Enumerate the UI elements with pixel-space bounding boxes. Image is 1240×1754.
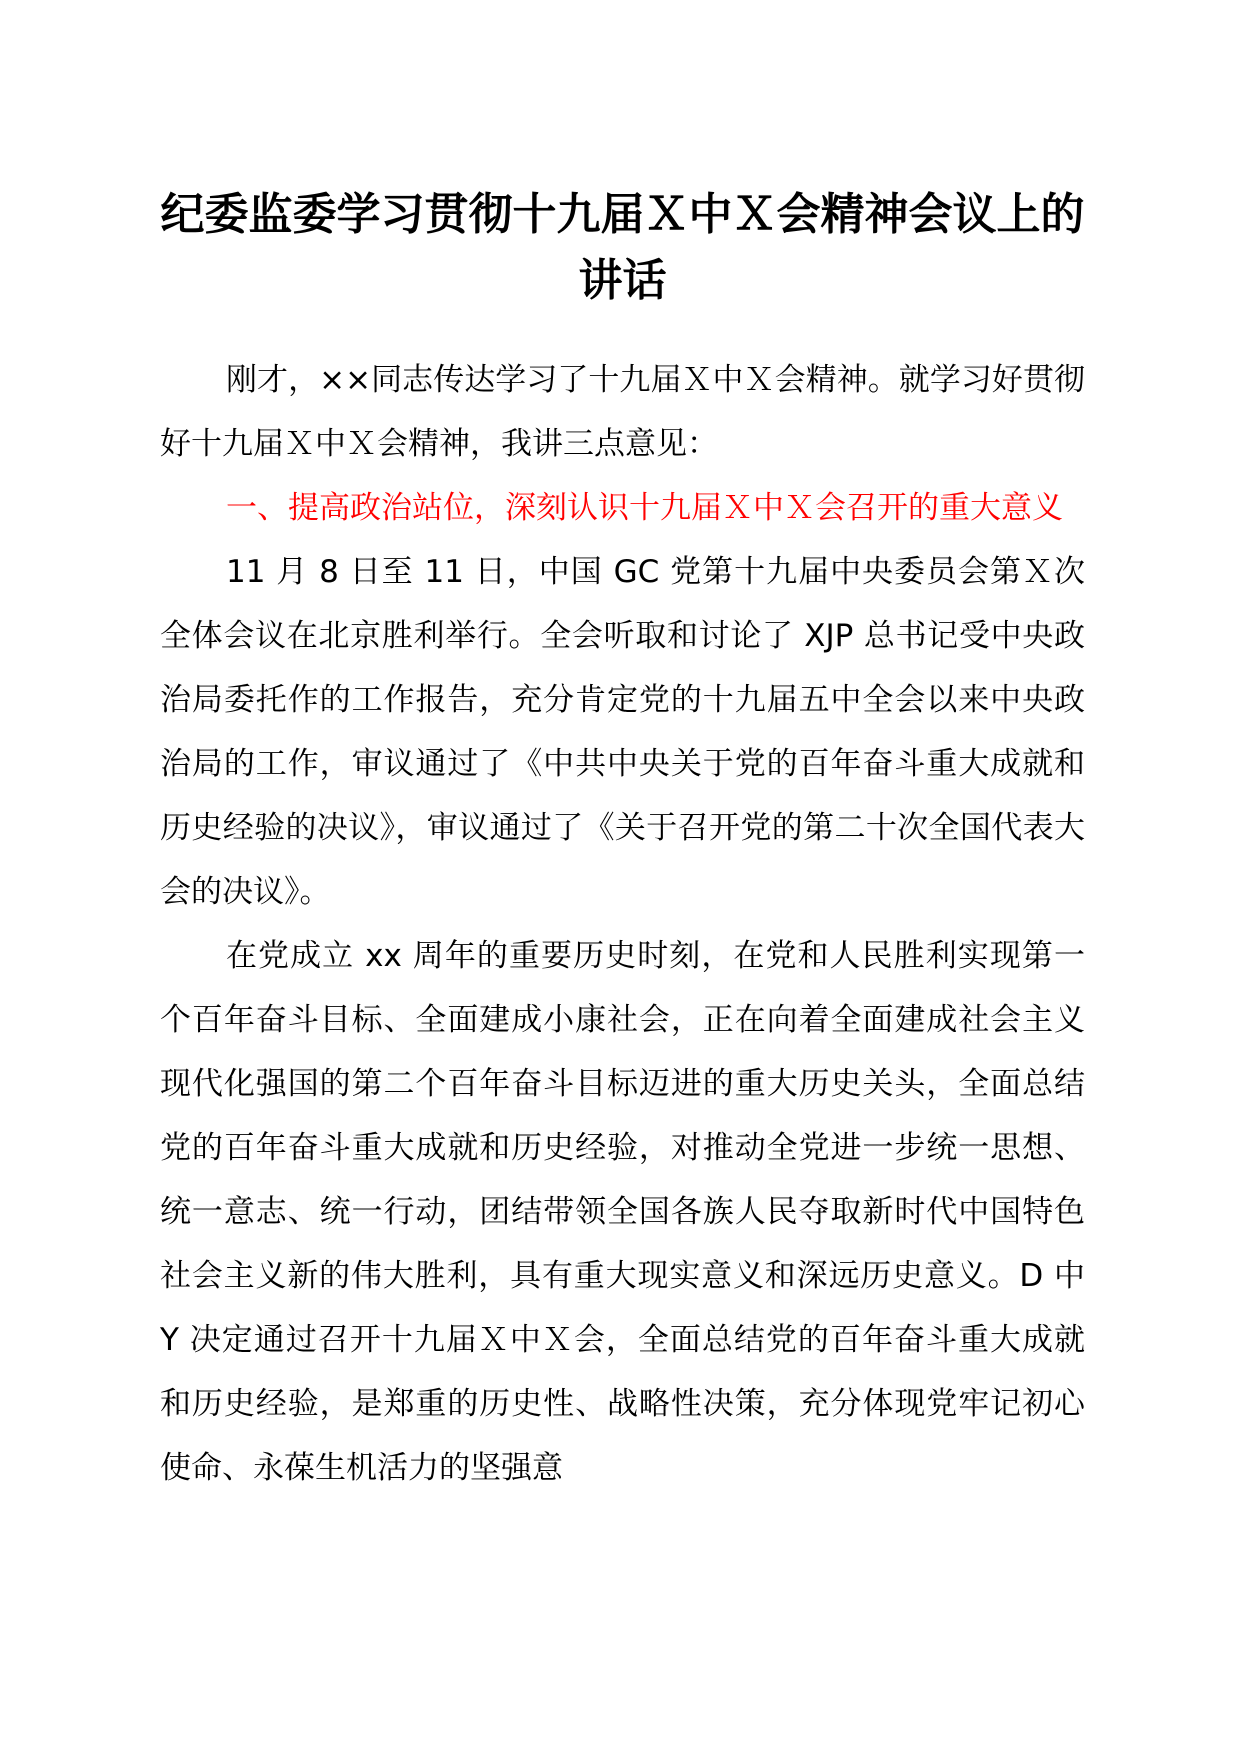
document-body (160, 348, 1085, 1500)
body-paragraph-2: 在党成立 xx 周年的重要历史时刻，在党和人民胜利实现第一个百年奋斗目标、全面建成小康社会，正在向着全面建成社会主义现代化强国的第二个百年奋斗目标迈进的重大历史关头，全面总结党的百年奋斗重大成就和历史经验，对推动全党进一步统一思想、统一意志、统一行动，团结带领全国各族人民夺取新时代中国特色社会主义新的伟大胜利，具有重大现实意义和深远历史意义。D 中 Y 决定通过召开十九届Ｘ中Ｘ会，全面总结党的百年奋斗重大成就和历史经验，是郑重的历史性、战略性决策，充分体现党牢记初心使命、永葆生机活力的坚强意 (160, 938, 1085, 1486)
body-paragraph-1: 11 月 8 日至 11 日，中国 GC 党第十九届中央委员会第Ｘ次全体会议在北京胜利举行。全会听取和讨论了 XJP 总书记受中央政治局委托作的工作报告，充分肯定党的十九届五中全会以来中央政治局的工作，审议通过了《中共中央关于党的百年奋斗重大成就和历史经验的决议》，审议通过了《关于召开党的第二十次全国代表大会的决议》。 (160, 554, 1085, 910)
document-title: 纪委监委学习贯彻十九届Ｘ中Ｘ会精神会议上的讲话 (160, 189, 1085, 306)
document-content (160, 182, 1085, 1500)
section-heading: 一、提高政治站位，深刻认识十九届Ｘ中Ｘ会召开的重大意义 (226, 490, 1063, 526)
intro-paragraph: 刚才，××同志传达学习了十九届Ｘ中Ｘ会精神。就学习好贯彻好十九届Ｘ中Ｘ会精神，我讲三点意见： (160, 362, 1085, 462)
